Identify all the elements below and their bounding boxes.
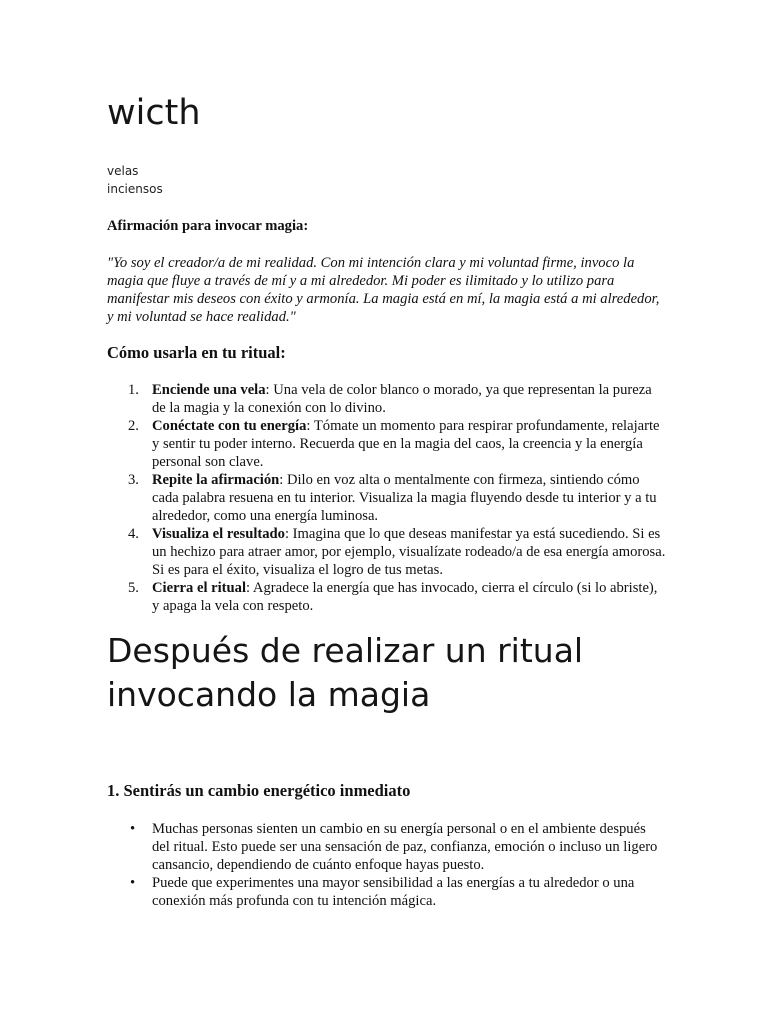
items-list — [107, 163, 163, 198]
step-number: 2. — [128, 418, 139, 434]
step-text: : Una vela de color blanco o morado, ya que representan la pureza de la magia y la conexión con lo divino. — [152, 382, 652, 416]
step-term: Conéctate con tu energía — [152, 418, 307, 434]
step-number: 4. — [128, 526, 139, 542]
effect-text: Puede que experimentes una mayor sensibilidad a las energías a tu alrededor o una conexión más profunda con tu intención mágica. — [152, 875, 635, 909]
step-text: : Imagina que lo que deseas manifestar ya está sucediendo. Si es un hechizo para atraer amor, por ejemplo, visualízate rodeado/a de esa energía amorosa. Si es para el éxito, visualiza el logro de tus metas. — [152, 526, 666, 578]
affirmation-heading: Afirmación para invocar magia: — [107, 218, 309, 234]
bullet-icon: • — [130, 821, 136, 837]
step-number: 5. — [128, 580, 139, 596]
effects-list — [107, 820, 667, 910]
subsection-heading: 1. Sentirás un cambio energético inmediato — [107, 781, 411, 800]
step-text: : Tómate un momento para respirar profundamente, relajarte y sentir tu poder interno. Recuerda que en la magia del caos, la creencia y la energía personal son clave. — [152, 418, 660, 470]
step-number: 3. — [128, 472, 139, 488]
usage-heading: Cómo usarla en tu ritual: — [107, 343, 286, 362]
step-number: 1. — [128, 382, 139, 398]
step-term: Cierra el ritual — [152, 580, 247, 596]
list-item: velas — [107, 164, 139, 178]
step-text: : Dilo en voz alta o mentalmente con firmeza, sintiendo cómo cada palabra resuena en tu interior. Visualiza la magia fluyendo desde tu interior y a tu alrededor, como una energía luminosa. — [152, 472, 657, 524]
list-item — [128, 579, 667, 615]
bullet-icon: • — [130, 875, 136, 891]
list-item — [128, 471, 667, 525]
affirmation-quote: "Yo soy el creador/a de mi realidad. Con mi intención clara y mi voluntad firme, invoco la magia que fluye a través de mí y a mi alrededor. Mi poder es ilimitado y lo utilizo para manifestar mis deseos con éxito y armonía. La magia está en mí, la magia está a mi alrededor, y mi voluntad se hace realidad." — [107, 255, 660, 325]
step-text: : Agradece la energía que has invocado, cierra el círculo (si lo abriste), y apaga la vela con respeto. — [152, 580, 658, 614]
list-item: inciensos — [107, 181, 163, 196]
list-item — [128, 381, 667, 417]
step-term: Repite la afirmación — [152, 472, 280, 488]
section-heading: Después de realizar un ritual invocando la magia — [107, 631, 584, 714]
page-title: wicth — [107, 93, 201, 133]
list-item — [128, 525, 667, 579]
list-item — [130, 820, 667, 874]
ritual-steps-list — [107, 381, 667, 615]
step-term: Visualiza el resultado — [152, 526, 285, 542]
list-item — [130, 874, 667, 910]
effect-text: Muchas personas sienten un cambio en su energía personal o en el ambiente después del ritual. Esto puede ser una sensación de paz, confianza, emoción o incluso un ligero cansancio, dependiendo de cuánto enfoque hayas puesto. — [152, 821, 658, 873]
list-item — [128, 417, 667, 471]
step-term: Enciende una vela — [152, 382, 266, 398]
